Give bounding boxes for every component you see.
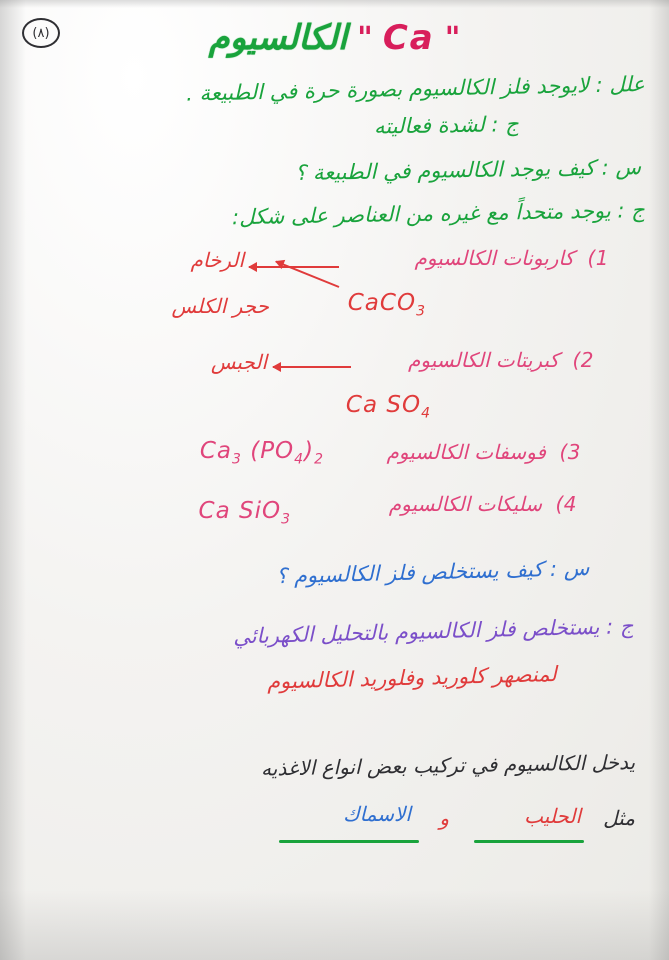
food-note-prefix: مثل — [603, 806, 635, 830]
compound-4-number: 4) — [555, 492, 577, 516]
nature-question-line: س : كيف يوجد الكالسيوم في الطبيعة ؟ — [294, 155, 642, 186]
quote-open-mark: " — [444, 20, 461, 56]
compound-3-number: 3) — [559, 440, 581, 464]
compound-1-formula-sub: 3 — [416, 303, 426, 320]
paper-shadow-left — [0, 0, 26, 960]
compound-3-f-s3: 2 — [314, 451, 324, 468]
compound-1-alias-2: حجر الكلس — [171, 294, 269, 318]
compound-2-arrow — [273, 366, 351, 368]
food-item-fish: الاسماك — [343, 802, 411, 826]
compound-4-formula-text: Ca SiO — [198, 498, 282, 524]
page-title — [0, 10, 669, 66]
food-note-conjunction: و — [439, 806, 449, 830]
compound-2-alias-1: الجبس — [210, 350, 267, 374]
compound-2-number: 2) — [572, 348, 594, 372]
compound-2-name: كبريتات الكالسيوم — [408, 348, 559, 372]
food-item-milk: الحليب — [524, 804, 581, 828]
compound-3-f-p1: Ca — [199, 438, 232, 464]
food-item-fish-underline — [279, 840, 419, 843]
compound-3-f-s1: 3 — [231, 451, 242, 468]
reason-answer-line: ج : لشدة فعاليته — [374, 112, 520, 139]
compound-3-f-p3: ) — [304, 438, 315, 464]
extraction-question: س : كيف يستخلص فلز الكالسيوم ؟ — [275, 556, 590, 589]
title-arabic: الكالسيوم — [208, 18, 348, 58]
paper-shadow-bottom — [0, 890, 669, 960]
compound-1-alias-1: الرخام — [190, 248, 244, 272]
compound-2-formula-sub: 4 — [421, 405, 431, 422]
compound-3-f-s2: 4 — [294, 451, 305, 468]
quote-close-mark: " — [357, 20, 373, 56]
paper-shadow-right — [649, 0, 669, 960]
compound-3-name: فوسفات الكالسيوم — [386, 440, 546, 464]
food-note-line: يدخل الكالسيوم في تركيب بعض انواع الاغذيه — [260, 750, 636, 781]
compound-1-name: كاربونات الكالسيوم — [414, 246, 574, 270]
page-number-badge: (٨) — [22, 18, 60, 48]
compound-2-formula — [346, 392, 431, 422]
compound-2-formula-text: Ca SO — [345, 392, 422, 418]
reason-question-line: علل : لايوجد فلز الكالسيوم بصورة حرة في الطبيعة . — [186, 72, 646, 106]
compound-3-f-p2: (PO — [241, 438, 295, 464]
food-item-milk-underline — [474, 840, 584, 843]
compound-1-formula-text: CaCO — [347, 290, 417, 316]
compound-3-formula — [200, 438, 324, 468]
compound-4-formula — [199, 498, 291, 528]
extraction-answer-line-2: لمنصهر كلوريد وفلوريد الكالسيوم — [267, 662, 558, 694]
compound-4-formula-sub: 3 — [281, 511, 291, 528]
compound-4-name: سليكات الكالسيوم — [388, 492, 542, 516]
element-symbol: Ca — [382, 18, 435, 58]
extraction-answer-line-1: ج : يستخلص فلز الكالسيوم بالتحليل الكهربائي — [232, 614, 634, 649]
paper-shadow-top — [0, 0, 669, 8]
compound-1-number: 1) — [587, 246, 609, 270]
compound-1-formula — [348, 290, 426, 320]
nature-answer-line: ج : يوجد متحداً مع غيره من العناصر على شكل: — [232, 198, 646, 230]
